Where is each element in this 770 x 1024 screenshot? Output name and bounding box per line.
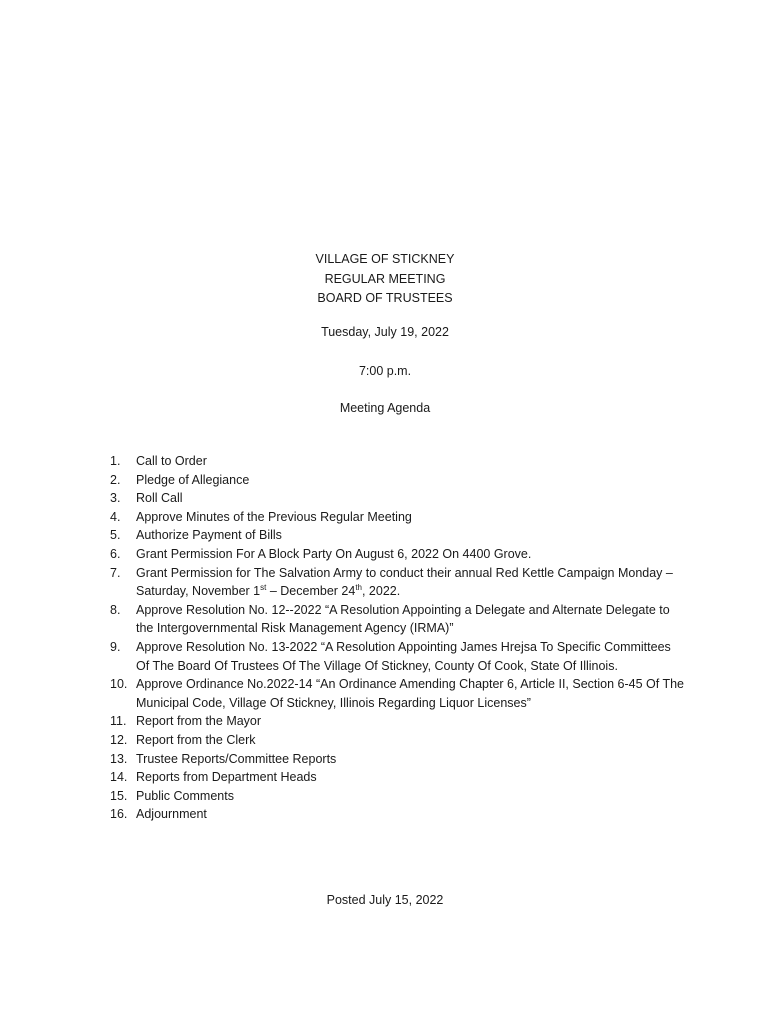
agenda-item-text: Reports from Department Heads (136, 770, 317, 785)
agenda-item-number: 15. (110, 788, 128, 803)
agenda-item-text: Public Comments (136, 788, 234, 803)
agenda-item-text: Approve Resolution No. 12--2022 “A Resolution Appointing a Delegate and Alternate Delegate to the Intergovernmental Risk Management Agency (IRMA)” (136, 602, 670, 636)
agenda-item (110, 731, 685, 750)
agenda-item (110, 564, 685, 601)
agenda-item (110, 712, 685, 731)
agenda-item-number: 8. (110, 602, 121, 617)
agenda-item (110, 805, 685, 824)
agenda-item (110, 452, 685, 471)
meeting-date: Tuesday, July 19, 2022 (321, 325, 449, 339)
agenda-item (110, 601, 685, 638)
agenda-item (110, 638, 685, 675)
agenda-item-number: 3. (110, 491, 121, 506)
agenda-item (110, 675, 685, 712)
village-name: VILLAGE OF STICKNEY (315, 252, 455, 266)
agenda-item (110, 768, 685, 787)
agenda-item (110, 489, 685, 508)
agenda-item-number: 5. (110, 528, 121, 543)
agenda-item-text: Grant Permission For A Block Party On August 6, 2022 On 4400 Grove. (136, 546, 532, 561)
agenda-item-number: 16. (110, 807, 128, 822)
agenda-item-number: 12. (110, 732, 128, 747)
agenda-item-text: Approve Resolution No. 13-2022 “A Resolution Appointing James Hrejsa To Specific Committees Of The Board Of Trustees Of The Village Of Stickney, County Of Cook, State Of Illinois. (136, 639, 671, 673)
agenda-item (110, 787, 685, 806)
board-name: BOARD OF TRUSTEES (317, 291, 453, 305)
agenda-item-number: 1. (110, 454, 121, 468)
meeting-time: 7:00 p.m. (358, 364, 412, 378)
agenda-item-number: 11. (110, 714, 127, 729)
agenda-item-text: Report from the Clerk (136, 732, 256, 747)
agenda-item (110, 750, 685, 769)
agenda-title: Meeting Agenda (339, 401, 431, 415)
posted-date: Posted July 15, 2022 (326, 893, 444, 907)
agenda-item-number: 7. (110, 565, 121, 580)
agenda-item (110, 526, 685, 545)
agenda-item-number: 2. (110, 472, 121, 487)
agenda-item-number: 6. (110, 546, 121, 561)
agenda-item (110, 545, 685, 564)
meeting-type: REGULAR MEETING (324, 271, 446, 286)
agenda-item (110, 508, 685, 527)
agenda-item-number: 9. (110, 639, 121, 654)
agenda-item-number: 13. (110, 751, 128, 766)
agenda-item-text: Pledge of Allegiance (136, 472, 250, 487)
agenda-item-text: Approve Ordinance No.2022-14 “An Ordinance Amending Chapter 6, Article II, Section 6-45 Of The Municipal Code, Village Of Stickney, Illinois Regarding Liquor Licenses” (136, 677, 684, 710)
agenda-list (110, 452, 685, 824)
agenda-item-number: 14. (110, 770, 128, 785)
agenda-item-number: 4. (110, 509, 121, 524)
agenda-item-text: Authorize Payment of Bills (136, 528, 282, 543)
agenda-item-text: Trustee Reports/Committee Reports (136, 751, 337, 766)
document-header (0, 250, 770, 309)
agenda-item-text: Grant Permission for The Salvation Army to conduct their annual Red Kettle Campaign Monday – Saturday, November 1st – December 24th, 2022. (136, 565, 673, 599)
agenda-item-number: 10. (110, 677, 128, 692)
agenda-item-text: Report from the Mayor (136, 714, 262, 729)
agenda-item-text: Roll Call (136, 491, 183, 506)
agenda-item (110, 471, 685, 490)
agenda-item-text: Call to Order (136, 454, 207, 468)
agenda-item-text: Adjournment (136, 807, 207, 822)
agenda-item-text: Approve Minutes of the Previous Regular Meeting (136, 509, 412, 524)
